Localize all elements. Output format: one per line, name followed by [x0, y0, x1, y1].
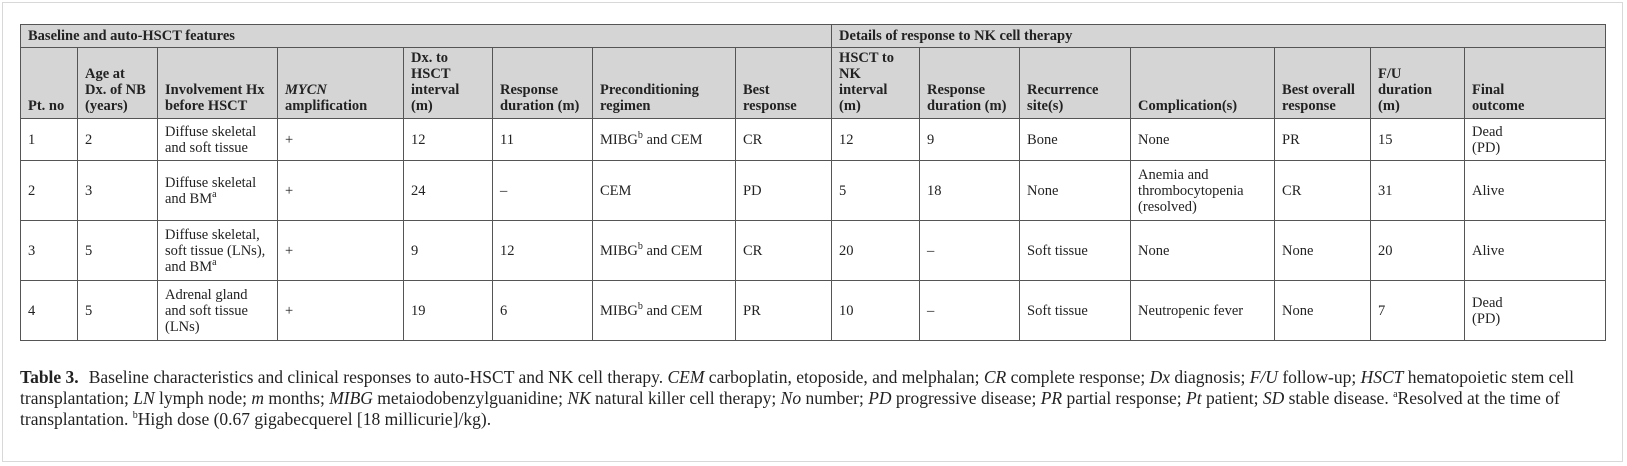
column-header-line: duration: [1378, 82, 1433, 98]
complication-line: None: [1138, 131, 1170, 148]
caption-abbrev: HSCT: [1360, 367, 1404, 387]
cell-regimen: [593, 281, 736, 341]
cell-involvement: [158, 221, 278, 281]
column-header-line: before HSCT: [165, 98, 248, 114]
column-header-line: MYCN: [285, 82, 327, 98]
column-header-line: interval: [411, 82, 460, 98]
outcome-line: Dead: [1472, 123, 1503, 140]
outcome-line: Alive: [1472, 242, 1505, 259]
caption-abbrev: Dx: [1149, 367, 1170, 387]
cell-final-outcome: [1465, 221, 1606, 281]
cell-regimen: [593, 119, 736, 161]
caption-segment: stable disease.: [1284, 388, 1394, 408]
column-header-line: Best: [743, 82, 770, 98]
cell-mycn: +: [278, 221, 404, 281]
involvement-line: Diffuse skeletal: [165, 123, 257, 140]
footnote-marker: b: [637, 129, 643, 141]
column-header-line: Best overall: [1282, 82, 1355, 98]
column-header-line: Response: [927, 82, 986, 98]
column-header-line: response: [743, 98, 797, 114]
regimen-extra: and CEM: [642, 242, 703, 259]
cell-nk-response-duration: 18: [920, 161, 1020, 221]
footnote-marker: b: [637, 300, 643, 312]
caption-abbrev: CR: [983, 367, 1007, 387]
data-table: [20, 24, 1606, 341]
column-header-line: HSCT: [411, 66, 451, 82]
caption-segment: diagnosis;: [1170, 367, 1250, 387]
footnote-marker: b: [637, 240, 643, 252]
cell-mycn: +: [278, 119, 404, 161]
complication-line: Neutropenic fever: [1138, 302, 1244, 319]
involvement-line: and soft tissue: [165, 139, 248, 156]
cell-dx-hsct-interval: 12: [404, 119, 493, 161]
cell-best-response: PD: [736, 161, 832, 221]
cell-recurrence: Bone: [1020, 119, 1131, 161]
caption-segment: carboplatin, etoposide, and melphalan;: [704, 367, 984, 387]
cell-nk-response-duration: 9: [920, 119, 1020, 161]
caption-segment: High dose (0.67 gigabecquerel [18 millicurie]/kg).: [137, 409, 492, 429]
table-row: [21, 221, 1606, 281]
cell-best-response: PR: [736, 281, 832, 341]
caption-abbrev: No: [780, 388, 802, 408]
cell-patient-no: 4: [21, 281, 78, 341]
cell-age: 3: [78, 161, 158, 221]
column-header-line: Pt. no: [28, 98, 65, 114]
cell-patient-no: 2: [21, 161, 78, 221]
cell-patient-no: 1: [21, 119, 78, 161]
column-header-line: Dx. of NB: [85, 82, 146, 98]
caption-segment: number;: [801, 388, 869, 408]
caption-abbrev: SD: [1262, 388, 1285, 408]
column-header-5: [493, 48, 593, 119]
involvement-line: and BM: [165, 258, 213, 275]
involvement-line: soft tissue (LNs),: [165, 242, 266, 259]
table-body: [21, 119, 1606, 341]
complication-line: None: [1138, 242, 1170, 259]
caption-segment: patient;: [1201, 388, 1263, 408]
caption-segment: months;: [264, 388, 330, 408]
cell-hsct-nk-interval: 20: [832, 221, 920, 281]
caption-abbrev: MIBG: [329, 388, 373, 408]
regimen-name: MIBG: [600, 302, 638, 319]
column-header-1: [78, 48, 158, 119]
column-header-3: [278, 48, 404, 119]
column-header-line: (years): [85, 98, 128, 114]
outcome-line: Alive: [1472, 182, 1505, 199]
cell-fu-duration: 7: [1371, 281, 1465, 341]
cell-age: 2: [78, 119, 158, 161]
regimen-extra: and CEM: [642, 131, 703, 148]
cell-age: 5: [78, 281, 158, 341]
column-header-line: site(s): [1027, 98, 1064, 114]
outcome-line: (PD): [1472, 139, 1501, 156]
cell-nk-response-duration: –: [920, 221, 1020, 281]
cell-hsct-nk-interval: 10: [832, 281, 920, 341]
cell-mycn: +: [278, 161, 404, 221]
caption-segment: Resolved at the time of transplantation.: [20, 388, 1560, 429]
footnote-marker: b: [132, 410, 138, 422]
cell-hsct-nk-interval: 12: [832, 119, 920, 161]
cell-final-outcome: [1465, 161, 1606, 221]
cell-involvement: [158, 161, 278, 221]
caption-segment: metaiodobenzylguanidine;: [372, 388, 568, 408]
column-header-11: [1131, 48, 1275, 119]
complication-line: (resolved): [1138, 198, 1197, 215]
involvement-line: (LNs): [165, 318, 200, 335]
column-header-6: [593, 48, 736, 119]
outcome-line: Dead: [1472, 294, 1503, 311]
caption-text: [20, 367, 1574, 429]
cell-dx-hsct-interval: 9: [404, 221, 493, 281]
column-header-14: [1465, 48, 1606, 119]
regimen-name: MIBG: [600, 131, 638, 148]
column-header-line: Age at: [85, 66, 125, 82]
regimen-name: MIBG: [600, 242, 638, 259]
cell-best-overall: PR: [1275, 119, 1371, 161]
column-header-9: [920, 48, 1020, 119]
column-header-line: HSCT to: [839, 50, 894, 66]
column-header-line: Response: [500, 82, 559, 98]
cell-complications: [1131, 221, 1275, 281]
caption-abbrev: m: [251, 388, 265, 408]
cell-complications: [1131, 281, 1275, 341]
cell-nk-response-duration: –: [920, 281, 1020, 341]
involvement-line: and BM: [165, 190, 213, 207]
cell-involvement: [158, 119, 278, 161]
caption-abbrev: CEM: [667, 367, 705, 387]
column-header-0: [21, 48, 78, 119]
cell-response-duration: –: [493, 161, 593, 221]
caption-segment: progressive disease;: [891, 388, 1041, 408]
cell-fu-duration: 20: [1371, 221, 1465, 281]
cell-final-outcome: [1465, 281, 1606, 341]
column-header-line: Recurrence: [1027, 82, 1099, 98]
involvement-line: Adrenal gland: [165, 286, 248, 303]
column-header-line: (m): [411, 98, 433, 114]
involvement-line: Diffuse skeletal,: [165, 226, 260, 243]
column-header-line: Dx. to: [411, 50, 449, 66]
cell-complications: [1131, 161, 1275, 221]
outcome-line: (PD): [1472, 310, 1501, 327]
column-header-2: [158, 48, 278, 119]
caption-abbrev: LN: [133, 388, 155, 408]
caption-abbrev: PD: [868, 388, 892, 408]
cell-best-response: CR: [736, 119, 832, 161]
column-header-line: (m): [839, 98, 861, 114]
column-header-line: duration (m): [927, 98, 1007, 114]
column-header-line: response: [1282, 98, 1336, 114]
cell-involvement: [158, 281, 278, 341]
column-header-line: Preconditioning: [600, 82, 699, 98]
table-caption: [20, 367, 1610, 430]
caption-segment: Baseline characteristics and clinical responses to auto-HSCT and NK cell therapy.: [88, 367, 668, 387]
column-header-13: [1371, 48, 1465, 119]
caption-segment: follow-up;: [1277, 367, 1361, 387]
group-header-nk-response: Details of response to NK cell therapy: [832, 25, 1606, 48]
regimen-extra: and CEM: [642, 302, 703, 319]
caption-label: Table 3.: [20, 367, 79, 387]
column-header-line: duration (m): [500, 98, 580, 114]
cell-response-duration: 12: [493, 221, 593, 281]
table-row: [21, 161, 1606, 221]
caption-segment: complete response;: [1006, 367, 1150, 387]
column-header-12: [1275, 48, 1371, 119]
caption-abbrev: Pt: [1186, 388, 1202, 408]
involvement-line: Diffuse skeletal: [165, 174, 257, 191]
involvement-line: and soft tissue: [165, 302, 248, 319]
table-row: [21, 119, 1606, 161]
column-header-4: [404, 48, 493, 119]
cell-response-duration: 6: [493, 281, 593, 341]
column-header-7: [736, 48, 832, 119]
column-header-line: Final: [1472, 82, 1505, 98]
caption-segment: lymph node;: [154, 388, 252, 408]
footnote-marker: a: [212, 188, 217, 200]
table-row: [21, 281, 1606, 341]
column-header-line: Involvement Hx: [165, 82, 265, 98]
column-header-line: F/U: [1378, 66, 1402, 82]
regimen-name: CEM: [600, 182, 632, 199]
cell-dx-hsct-interval: 19: [404, 281, 493, 341]
group-header-row: [21, 25, 1606, 48]
complication-line: thrombocytopenia: [1138, 182, 1244, 199]
cell-best-response: CR: [736, 221, 832, 281]
caption-segment: hematopoietic stem cell transplantation;: [20, 367, 1574, 408]
column-header-line: outcome: [1472, 98, 1525, 114]
footnote-marker: a: [1393, 389, 1398, 401]
caption-abbrev: PR: [1040, 388, 1063, 408]
cell-final-outcome: [1465, 119, 1606, 161]
cell-complications: [1131, 119, 1275, 161]
cell-recurrence: Soft tissue: [1020, 281, 1131, 341]
column-header-row: [21, 48, 1606, 119]
cell-mycn: +: [278, 281, 404, 341]
cell-best-overall: None: [1275, 281, 1371, 341]
column-header-line: NK interval: [839, 66, 888, 98]
column-header-10: [1020, 48, 1131, 119]
column-header-line: regimen: [600, 98, 651, 114]
cell-recurrence: Soft tissue: [1020, 221, 1131, 281]
cell-recurrence: None: [1020, 161, 1131, 221]
cell-response-duration: 11: [493, 119, 593, 161]
caption-abbrev: F/U: [1249, 367, 1278, 387]
cell-regimen: [593, 161, 736, 221]
column-header-line: amplification: [285, 98, 368, 114]
group-header-baseline: Baseline and auto-HSCT features: [21, 25, 832, 48]
cell-patient-no: 3: [21, 221, 78, 281]
caption-segment: partial response;: [1062, 388, 1187, 408]
cell-hsct-nk-interval: 5: [832, 161, 920, 221]
cell-best-overall: CR: [1275, 161, 1371, 221]
cell-regimen: [593, 221, 736, 281]
caption-segment: natural killer cell therapy;: [590, 388, 781, 408]
cell-age: 5: [78, 221, 158, 281]
column-header-line: (m): [1378, 98, 1400, 114]
column-header-line: Complication(s): [1138, 98, 1238, 114]
caption-abbrev: NK: [567, 388, 591, 408]
column-header-8: [832, 48, 920, 119]
cell-fu-duration: 31: [1371, 161, 1465, 221]
complication-line: Anemia and: [1138, 166, 1209, 183]
cell-dx-hsct-interval: 24: [404, 161, 493, 221]
cell-fu-duration: 15: [1371, 119, 1465, 161]
cell-best-overall: None: [1275, 221, 1371, 281]
footnote-marker: a: [212, 256, 217, 268]
